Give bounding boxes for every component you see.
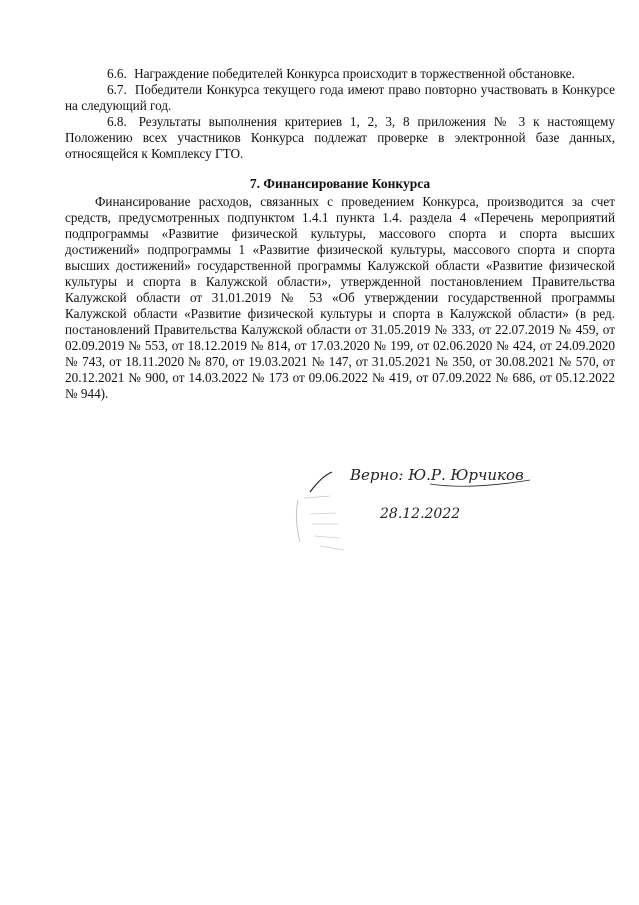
paragraph-6-6: [65, 66, 615, 82]
paragraph-6-8: [65, 114, 615, 162]
paragraph-text: Результаты выполнения критериев 1, 2, 3, 8 приложения № 3 к настоящему Положению всех участников Конкурса подлежат проверке в электронной базе данных, относящейся к Комплексу ГТО.: [65, 114, 615, 161]
signature-attestation: Верно: Ю.Р. Юрчиков: [350, 466, 524, 484]
handwritten-signature: [280, 450, 560, 560]
paragraph-number: 6.8.: [107, 114, 127, 129]
section-body: Финансирование расходов, связанных с проведением Конкурса, производится за счет средств, предусмотренных подпунктом 1.4.1 пункта 1.4. раздела 4 «Перечень мероприятий подпрограммы «Развитие физической культуры, массового спорта и спорта высших достижений» подпрограммы 1 «Развитие физической культуры, массового спорта и спорта высших достижений» государственной программы Калужской области «Развитие физической культуры и спорта в Калужской области», утвержденной постановлением Правительства Калужской области от 31.01.2019 № 53 «Об утверждении государственной программы Калужской области «Развитие физической культуры и спорта в Калужской области» (в ред. постановлений Правительства Калужской области от 31.05.2019 № 333, от 22.07.2019 № 459, от 02.09.2019 № 553, от 18.12.2019 № 814, от 17.03.2020 № 199, от 02.06.2020 № 424, от 24.09.2020 № 743, от 18.11.2020 № 870, от 19.03.2021 № 147, от 31.05.2021 № 350, от 30.08.2021 № 570, от 20.12.2021 № 900, от 14.03.2022 № 173 от 09.06.2022 № 419, от 07.09.2022 № 686, от 05.12.2022 № 944).: [65, 194, 615, 401]
paragraph-number: 6.6.: [107, 66, 127, 81]
signature-block: [280, 450, 560, 560]
signature-date: 28.12.2022: [380, 506, 461, 522]
paragraph-6-7: [65, 82, 615, 114]
paragraph-text: Победители Конкурса текущего года имеют право повторно участвовать в Конкурсе на следующий год.: [65, 82, 616, 113]
paragraph-number: 6.7.: [107, 82, 127, 97]
section-heading: 7. Финансирование Конкурса: [249, 176, 431, 191]
document-body: [65, 66, 615, 402]
paragraph-text: Награждение победителей Конкурса происходит в торжественной обстановке.: [134, 66, 575, 81]
